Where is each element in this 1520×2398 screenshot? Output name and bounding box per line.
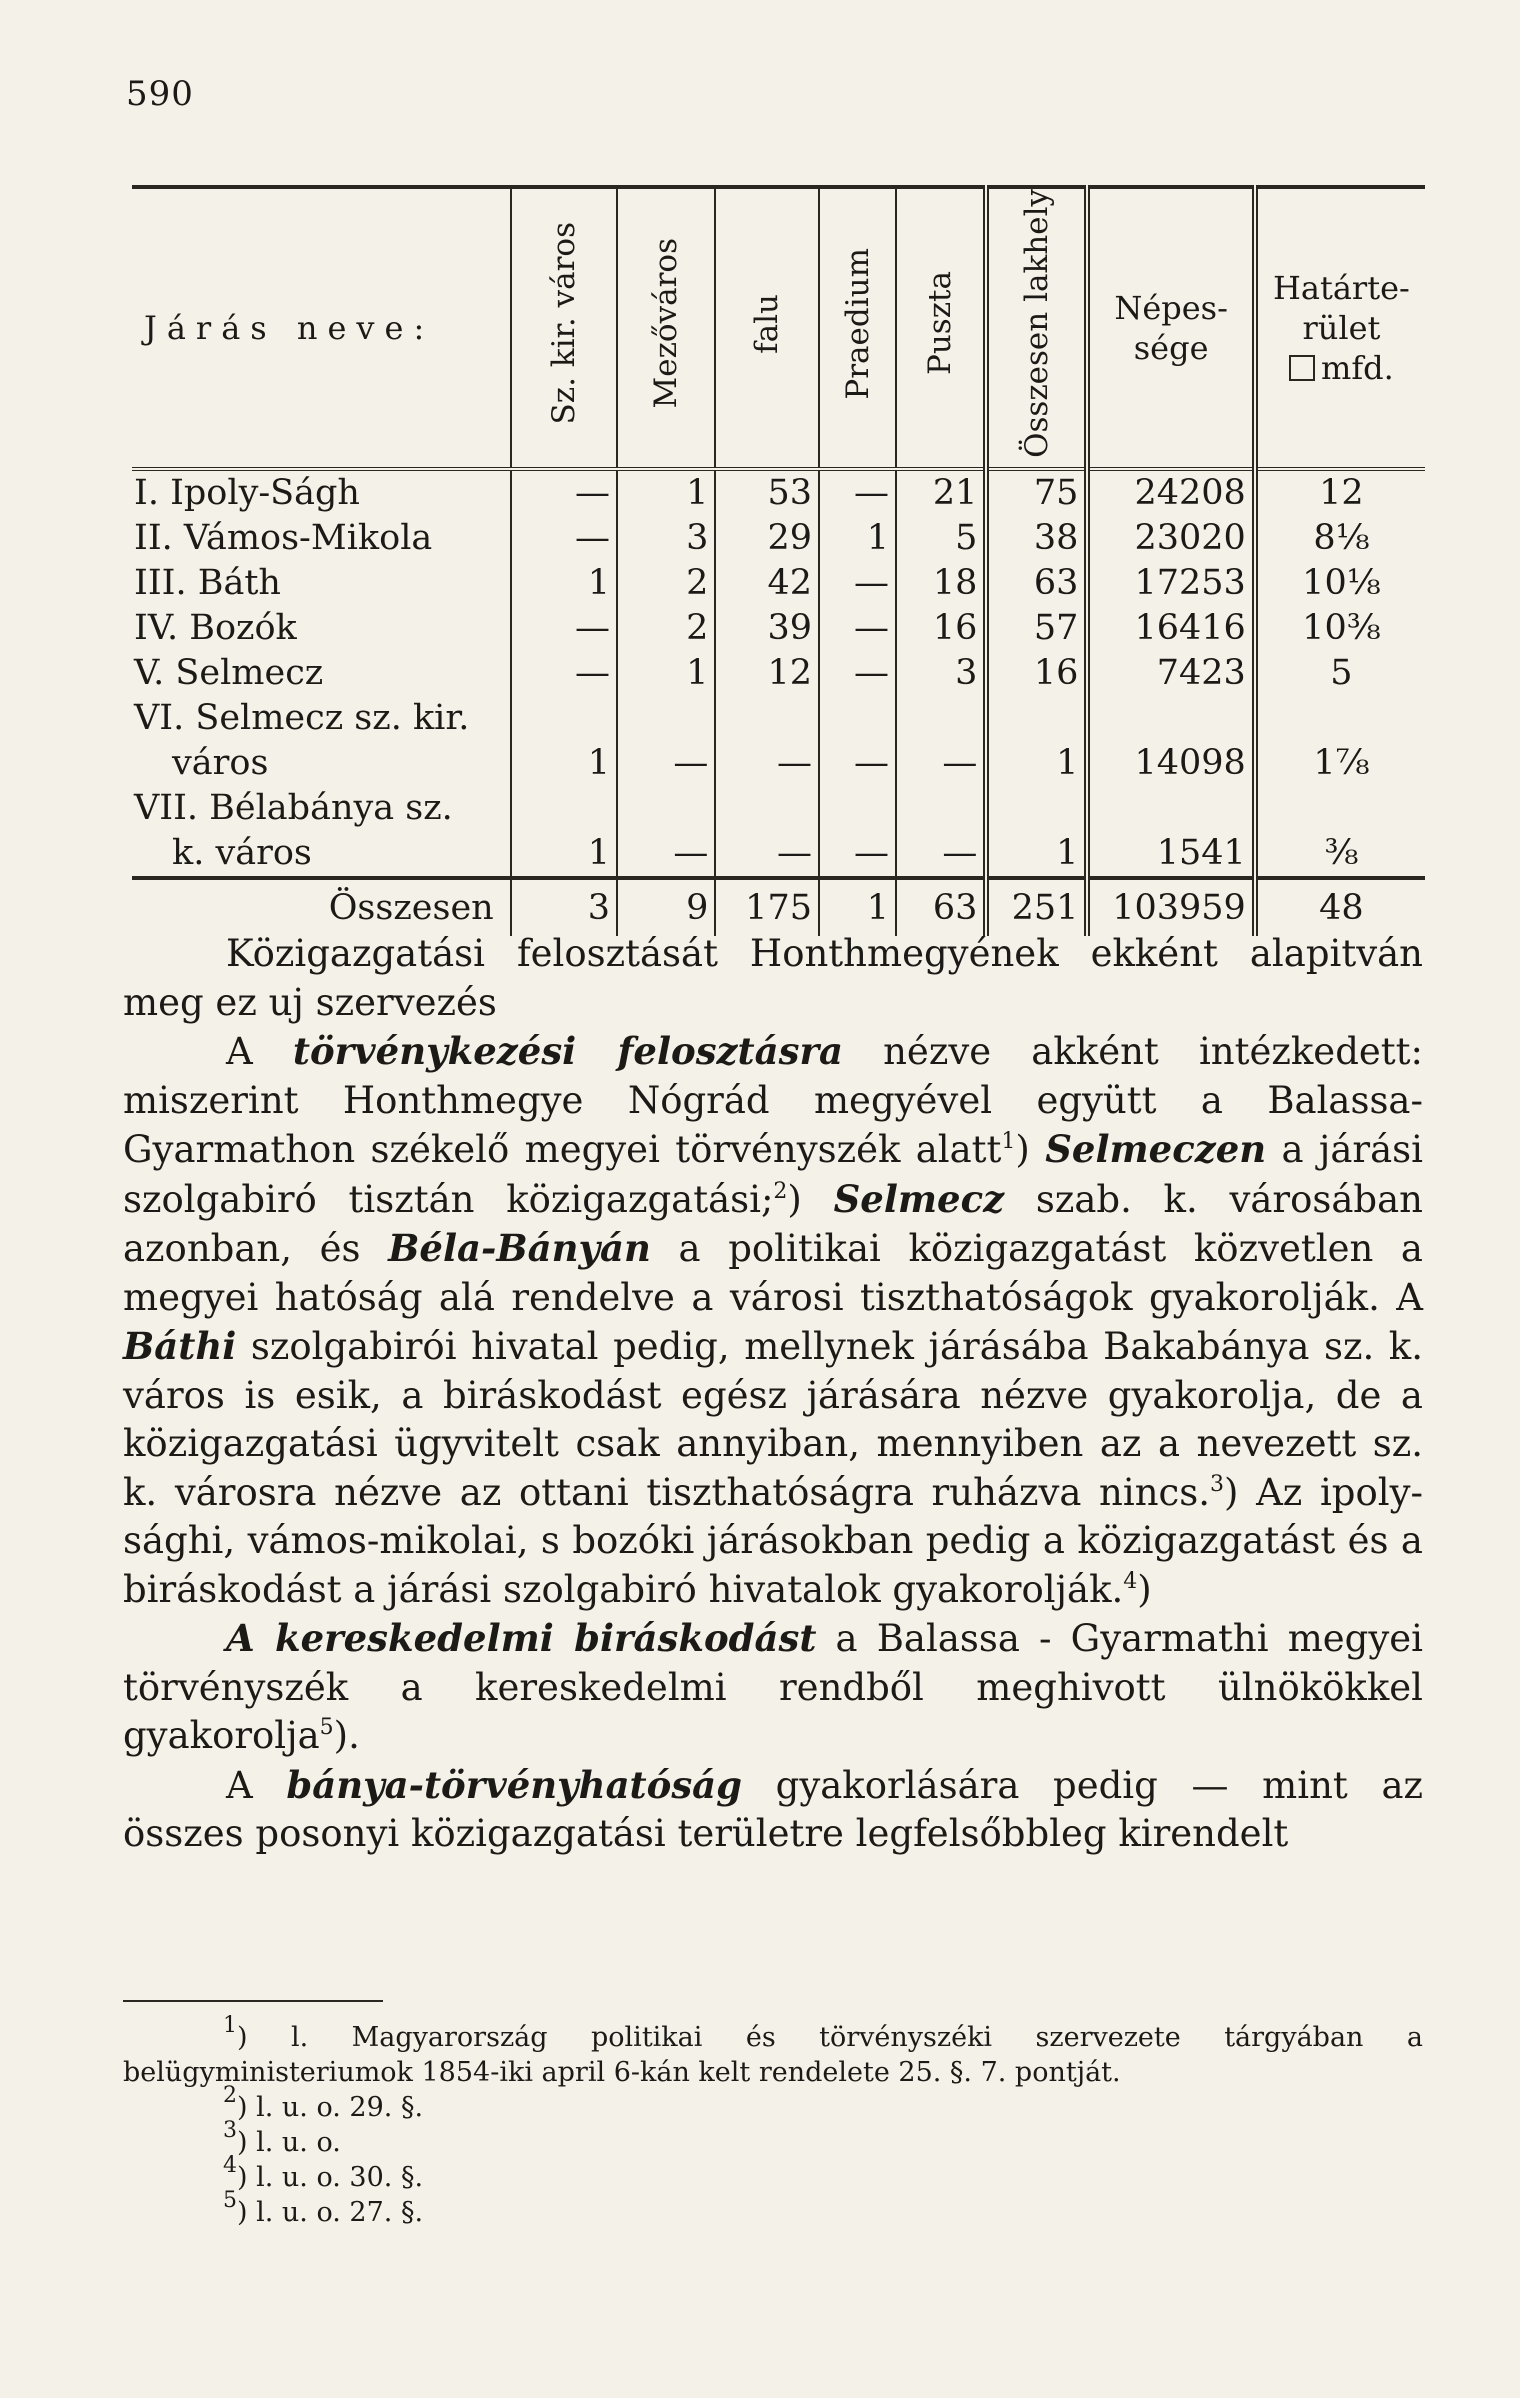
cell-total: 1: [986, 741, 1087, 786]
cell-city: —: [511, 651, 617, 696]
footnote: $^2$) l. u. o. 29. §.: [223, 2083, 424, 2123]
cell-puszta: —: [896, 741, 986, 786]
cell-total: 75: [986, 469, 1087, 516]
emphasis: bánya-törvényhatóság: [286, 1762, 742, 1807]
header-praedium: Praedium: [819, 187, 896, 469]
cell-population: 1541: [1087, 831, 1254, 878]
cell-village: 53: [715, 469, 819, 516]
cell-population: 24208: [1087, 469, 1254, 516]
table-row: [132, 696, 1425, 741]
row-name: II. Vámos-Mikola: [134, 517, 433, 558]
cell-population: 17253: [1087, 561, 1254, 606]
paragraph: A törvénykezési felosztásra nézve akként intézkedett: miszerint Honthmegye Nógrád megyével együtt a Balassa-Gyarmathon székelő megyei törvényszék alatt$^1$) Selmeczen a járási szolgabiró tisztán közigazgatási;$^2$) Selmecz szab. k. városában azonban, és Béla-Bányán a politikai közigazgatást közvetlen a megyei hatóság alá rendelve a városi tiszthatóságok gyakorolják. A Báthi szolgabirói hivatal pedig, mellynek járásába Bakabánya sz. k. város is esik, a biráskodást egész járására nézve gyakorolja, de a közigazgatási ügyvitelt csak annyiban, mennyiben az a nevezett sz. k. városra nézve az ottani tiszthatóságra ruházva nincs.$^3$) Az ipoly-sághi, vámos-mikolai, s bozóki járásokban pedig a közigazgatást és a biráskodást a járási szolgabiró hivatalok gyakorolják.$^4$): [123, 1029, 1423, 1611]
row-name-continued: k. város: [172, 832, 312, 873]
cell-area: 1⅞: [1255, 741, 1425, 786]
table-row: [132, 831, 1425, 878]
cell-total: 38: [986, 516, 1087, 561]
cell-puszta: 5: [896, 516, 986, 561]
header-area-line3: mfd.: [1320, 348, 1394, 387]
cell-population: 7423: [1087, 651, 1254, 696]
table-row: [132, 651, 1425, 696]
cell-market: 1: [617, 651, 715, 696]
cell-market: —: [617, 741, 715, 786]
header-area-line1: Határte-: [1273, 268, 1410, 307]
cell-market: 3: [617, 516, 715, 561]
header-population-line2: sége: [1133, 328, 1209, 367]
cell-population: 16416: [1087, 606, 1254, 651]
emphasis: Báthi: [123, 1324, 237, 1368]
cell-praedium: —: [819, 741, 896, 786]
total-population: 103959: [1087, 878, 1254, 936]
row-name: V. Selmecz: [134, 652, 324, 693]
cell-area: 10⅛: [1255, 561, 1425, 606]
cell-village: 12: [715, 651, 819, 696]
cell-total: 16: [986, 651, 1087, 696]
cell-village: 29: [715, 516, 819, 561]
cell-city: —: [511, 469, 617, 516]
cell-praedium: —: [819, 469, 896, 516]
cell-praedium: —: [819, 561, 896, 606]
row-name: III. Báth: [134, 562, 281, 603]
table-row: [132, 741, 1425, 786]
total-village: 175: [715, 878, 819, 936]
total-city: 3: [511, 878, 617, 936]
square-mile-icon: [1289, 355, 1315, 381]
emphasis: Selmeczen: [1045, 1127, 1267, 1171]
cell-village: —: [715, 741, 819, 786]
cell-village: 42: [715, 561, 819, 606]
cell-area: 8⅛: [1255, 516, 1425, 561]
paragraph: A bánya-törvényhatóság gyakorlására pedig — mint az összes posonyi közigazgatási területre legfelsőbbleg kirendelt: [123, 1762, 1423, 1855]
footnote-divider: [123, 2000, 383, 2002]
row-name: VI. Selmecz sz. kir.: [134, 697, 470, 738]
footnotes: [123, 2013, 1423, 2230]
cell-puszta: 16: [896, 606, 986, 651]
row-name: I. Ipoly-Ságh: [134, 472, 360, 513]
cell-population: 14098: [1087, 741, 1254, 786]
paragraph: A kereskedelmi biráskodást a Balassa - Gyarmathi megyei törvényszék a kereskedelmi rendből meghivott ülnökökkel gyakorolja$^5$).: [123, 1616, 1423, 1757]
header-population: [1087, 187, 1254, 469]
cell-area: 12: [1255, 469, 1425, 516]
header-area: [1255, 187, 1425, 469]
footnote: $^3$) l. u. o.: [223, 2118, 341, 2158]
footnote: $^5$) l. u. o. 27. §.: [223, 2188, 424, 2228]
header-village: falu: [715, 187, 819, 469]
table-row: [132, 469, 1425, 516]
cell-total: 63: [986, 561, 1087, 606]
footnote: $^1$) l. Magyarország politikai és törvényszéki szervezete tárgyában a belügyministeriumok 1854-iki april 6-kán kelt rendelete 25. §. 7. pontját.: [123, 2013, 1423, 2088]
cell-village: 39: [715, 606, 819, 651]
emphasis: Béla-Bányán: [388, 1226, 651, 1270]
header-market-town: Mezőváros: [617, 187, 715, 469]
total-praedium: 1: [819, 878, 896, 936]
header-district-name: Járás neve:: [132, 187, 511, 469]
row-name-continued: város: [172, 742, 269, 783]
cell-area: 10⅜: [1255, 606, 1425, 651]
district-statistics-table: [132, 185, 1425, 936]
total-label: Összesen: [132, 878, 511, 936]
cell-market: 1: [617, 469, 715, 516]
emphasis: A kereskedelmi biráskodást: [226, 1616, 817, 1660]
cell-city: 1: [511, 831, 617, 878]
cell-city: 1: [511, 561, 617, 606]
footnote-ref: 4: [1123, 1568, 1138, 1594]
cell-puszta: —: [896, 831, 986, 878]
total-puszta: 63: [896, 878, 986, 936]
body-text: [123, 930, 1423, 1859]
cell-area: ⅜: [1255, 831, 1425, 878]
cell-market: 2: [617, 561, 715, 606]
cell-praedium: —: [819, 606, 896, 651]
cell-village: —: [715, 831, 819, 878]
cell-city: —: [511, 606, 617, 651]
header-total-places: Összesen lakhely: [986, 187, 1087, 469]
footnote-ref: 3: [1210, 1471, 1225, 1497]
header-area-line2: rület: [1302, 308, 1381, 347]
header-population-line1: Népes-: [1114, 288, 1228, 327]
table-row: [132, 786, 1425, 831]
footnote-ref: 2: [773, 1178, 788, 1204]
table-row: [132, 561, 1425, 606]
footnote-ref: 5: [319, 1715, 334, 1740]
cell-praedium: —: [819, 831, 896, 878]
cell-praedium: 1: [819, 516, 896, 561]
footnote-ref: 1: [1001, 1129, 1016, 1154]
table-row: [132, 516, 1425, 561]
cell-city: —: [511, 516, 617, 561]
total-places: 251: [986, 878, 1087, 936]
emphasis: törvénykezési felosztásra: [292, 1029, 843, 1073]
cell-area: 5: [1255, 651, 1425, 696]
header-puszta: Puszta: [896, 187, 986, 469]
page-number: 590: [126, 74, 194, 114]
header-royal-city: Sz. kir. város: [511, 187, 617, 469]
cell-puszta: 3: [896, 651, 986, 696]
total-area: 48: [1255, 878, 1425, 936]
cell-city: 1: [511, 741, 617, 786]
cell-puszta: 18: [896, 561, 986, 606]
cell-total: 1: [986, 831, 1087, 878]
table-total-row: [132, 878, 1425, 936]
table-header-row: [132, 187, 1425, 469]
cell-praedium: —: [819, 651, 896, 696]
footnote: $^4$) l. u. o. 30. §.: [223, 2153, 424, 2193]
row-name: IV. Bozók: [134, 607, 297, 648]
cell-population: 23020: [1087, 516, 1254, 561]
table-row: [132, 606, 1425, 651]
total-market: 9: [617, 878, 715, 936]
cell-puszta: 21: [896, 469, 986, 516]
emphasis: Selmecz: [833, 1176, 1005, 1221]
cell-total: 57: [986, 606, 1087, 651]
cell-market: —: [617, 831, 715, 878]
paragraph: Közigazgatási felosztását Honthmegyének ekként alapitván meg ez uj szervezés: [123, 932, 1423, 1024]
cell-market: 2: [617, 606, 715, 651]
statistics-table-container: [132, 185, 1425, 936]
row-name: VII. Bélabánya sz.: [134, 787, 453, 828]
